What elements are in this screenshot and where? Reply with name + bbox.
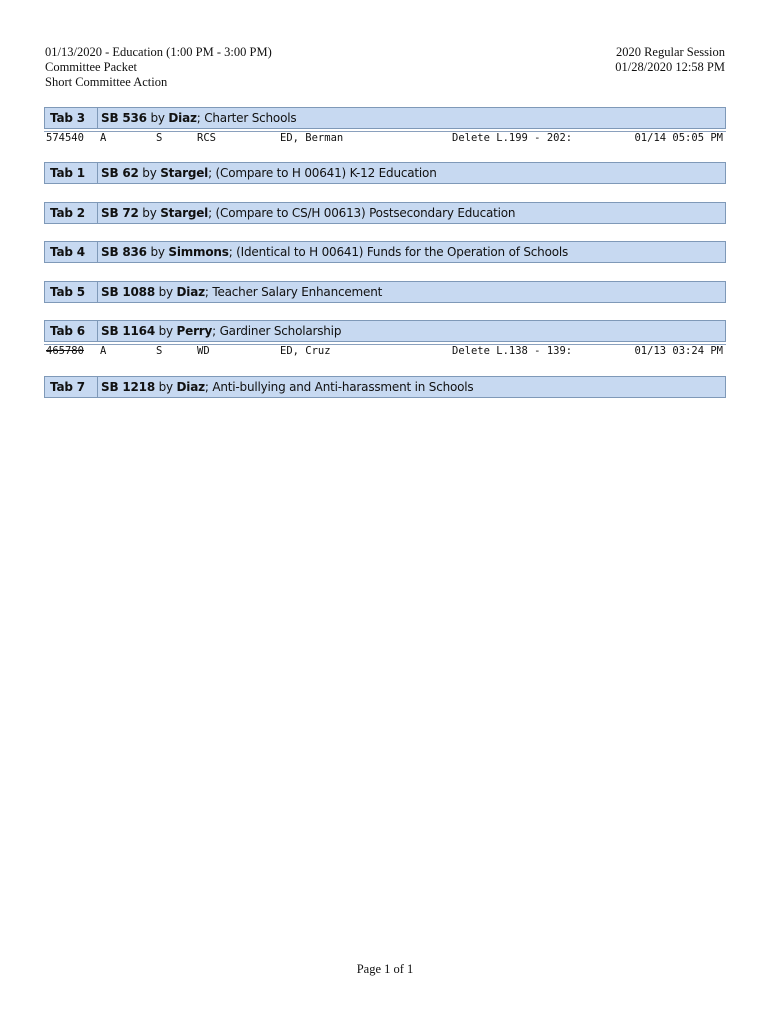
tab-label: Tab 3 [45,108,98,128]
tab-label: Tab 1 [45,163,98,183]
bill-number: SB 62 [101,166,139,180]
header-left [45,45,272,90]
bill-bar [44,162,726,184]
bill-title [98,203,725,223]
action-line: Short Committee Action [45,75,168,89]
bill-subject: ; Teacher Salary Enhancement [204,285,383,299]
amendment-suffix: S [156,132,163,144]
bill-entry [44,162,726,184]
amendment-number: 574540 [46,132,84,144]
bill-entry [44,107,726,147]
amendment-action: RCS [197,132,216,144]
by-text: by [154,380,177,394]
by-text: by [138,206,161,220]
session-line: 2020 Regular Session [615,45,725,59]
tab-label: Tab 4 [45,242,98,262]
bill-subject: ; (Identical to H 00641) Funds for the Operation of Schools [228,245,569,259]
amendment-suffix: S [156,345,163,357]
by-text: by [146,111,169,125]
amendment-time: 01/14 05:05 PM [634,132,723,144]
bill-subject: ; Anti-bullying and Anti-harassment in Schools [204,380,474,394]
bill-title [98,108,725,128]
amendment-committee: ED, Berman [280,132,344,144]
bill-entry [44,281,726,303]
tab-label: Tab 2 [45,203,98,223]
amendment-time: 01/13 03:24 PM [634,345,723,357]
bill-number: SB 72 [101,206,139,220]
bill-number: SB 1218 [101,380,155,394]
amendment-description: Delete L.199 - 202: [452,132,573,144]
bill-subject: ; Charter Schools [196,111,297,125]
bill-bar [44,202,726,224]
amendment-action: WD [197,345,210,357]
tab-label: Tab 6 [45,321,98,341]
bill-bar [44,241,726,263]
by-text: by [138,166,161,180]
bill-bar [44,376,726,398]
bill-subject: ; Gardiner Scholarship [212,324,342,338]
bill-entry [44,202,726,224]
amendment-committee: ED, Cruz [280,345,331,357]
bill-number: SB 836 [101,245,147,259]
bill-bar [44,281,726,303]
by-text: by [154,285,177,299]
bill-number: SB 1088 [101,285,155,299]
tab-label: Tab 7 [45,377,98,397]
amendment-number: 465780 [46,345,84,357]
amendment-type: A [100,345,107,357]
meeting-line: 01/13/2020 - Education (1:00 PM - 3:00 PM) [45,45,272,59]
sponsor: Diaz [176,285,205,299]
timestamp-line: 01/28/2020 12:58 PM [615,60,725,74]
sponsor: Diaz [168,111,197,125]
by-text: by [146,245,169,259]
bill-title [98,377,725,397]
bill-subject: ; (Compare to H 00641) K-12 Education [208,166,437,180]
sponsor: Diaz [176,380,205,394]
amendment-row [44,131,726,147]
bill-subject: ; (Compare to CS/H 00613) Postsecondary Education [208,206,516,220]
bill-title [98,242,725,262]
sponsor: Perry [176,324,213,338]
bill-number: SB 1164 [101,324,155,338]
bill-title [98,282,725,302]
bill-bar [44,107,726,129]
sponsor: Stargel [160,166,209,180]
page-number: Page 1 of 1 [356,962,414,976]
amendment-type: A [100,132,107,144]
amendment-description: Delete L.138 - 139: [452,345,573,357]
packet-line: Committee Packet [45,60,137,74]
amendment-row [44,344,726,360]
bill-title [98,321,725,341]
sponsor: Stargel [160,206,209,220]
tab-label: Tab 5 [45,282,98,302]
bill-entry [44,376,726,398]
sponsor: Simmons [168,245,229,259]
bill-bar [44,320,726,342]
by-text: by [154,324,177,338]
header-right [615,45,725,75]
bill-entry [44,320,726,360]
bill-title [98,163,725,183]
bill-number: SB 536 [101,111,147,125]
bill-entry [44,241,726,263]
